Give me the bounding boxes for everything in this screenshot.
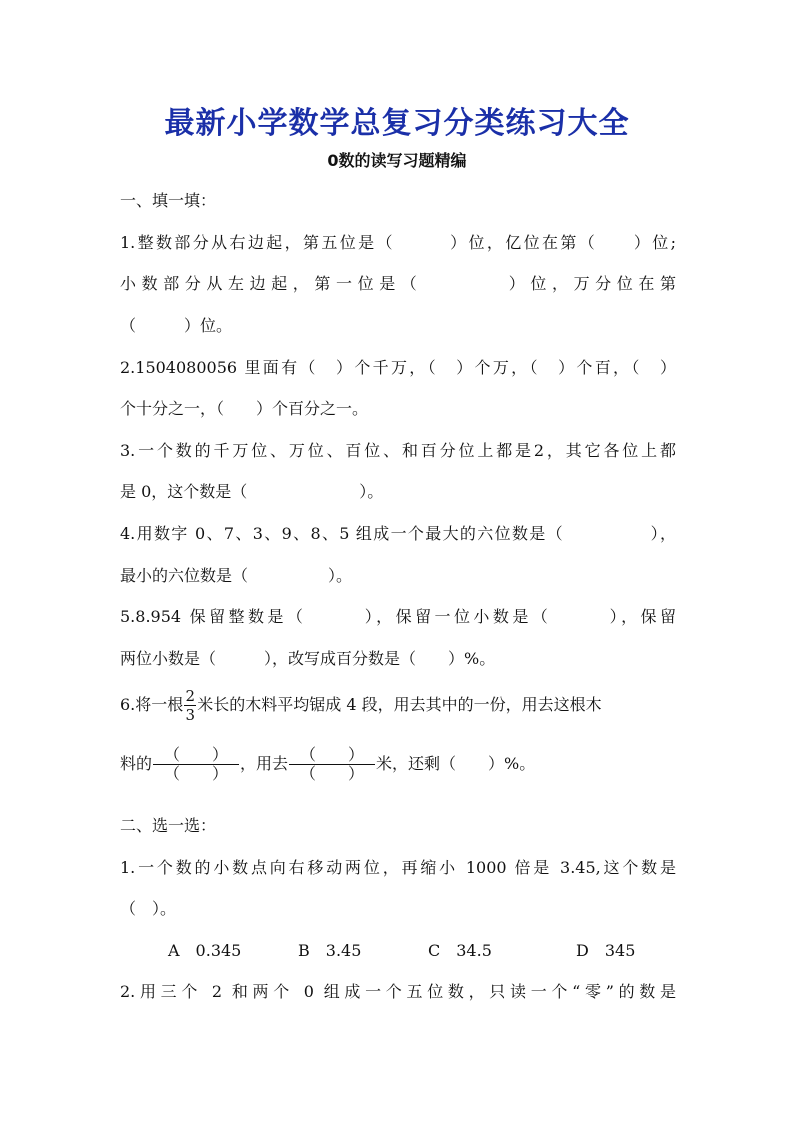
answer-fraction-blank-1[interactable] — [153, 747, 239, 782]
choice-question-1-line-1: 1.一个数的小数点向右移动两位，再缩小 1000 倍是 3.45,这个数是 — [120, 858, 676, 877]
blank-denominator: （ ） — [300, 764, 365, 783]
question-2-line-2: 个十分之一，（ ）个百分之一。 — [120, 399, 369, 418]
question-1-line-2: 小数部分从左边起，第一位是（ ）位，万分位在第 — [120, 274, 676, 293]
question-6-line-2 — [120, 747, 676, 782]
question-5-line-1: 5.8.954 保留整数是（ ），保留一位小数是（ ），保留 — [120, 607, 676, 626]
blank-denominator: （ ） — [164, 764, 229, 783]
question-6-text-c: 料的 — [120, 754, 153, 773]
fraction-denominator: 3 — [185, 706, 196, 724]
question-5-line-2: 两位小数是（ ），改写成百分数是（ ）%。 — [120, 649, 496, 668]
blank-numerator: （ ） — [300, 745, 365, 764]
blank-numerator: （ ） — [164, 745, 229, 764]
question-2-line-1: 2.1504080056 里面有（ ）个千万，（ ）个万，（ ）个百，（ ） — [120, 358, 676, 377]
fraction-numerator: 2 — [185, 687, 196, 705]
section-heading-choose: 二、选一选： — [120, 816, 217, 835]
section-heading-fill: 一、填一填： — [120, 191, 217, 210]
fraction-two-thirds — [184, 688, 196, 723]
question-6-line-1 — [120, 688, 676, 723]
answer-fraction-blank-2[interactable] — [289, 747, 375, 782]
option-d[interactable]: D 345 — [576, 941, 636, 960]
question-6-text-a: 6.将一根 — [120, 695, 184, 714]
question-3-line-2: 是 0，这个数是（ ）。 — [120, 482, 384, 501]
question-6-text-e: 米，还剩（ ）%。 — [376, 754, 536, 773]
question-1-line-3: （ ）位。 — [120, 316, 233, 335]
question-3-line-1: 3.一个数的千万位、万位、百位、和百分位上都是2，其它各位上都 — [120, 441, 676, 460]
choice-question-2-line-1: 2.用三个 2 和两个 0 组成一个五位数，只读一个“零”的数是 — [120, 982, 676, 1001]
option-b[interactable]: B 3.45 — [298, 941, 362, 960]
choice-question-1-line-2: （ ）。 — [120, 899, 177, 918]
question-6-text-b: 米长的木料平均锯成 4 段，用去其中的一份，用去这根木 — [197, 695, 602, 714]
question-6-text-d: ，用去 — [240, 754, 289, 773]
option-a[interactable]: A 0.345 — [168, 941, 242, 960]
question-1-line-1: 1.整数部分从右边起，第五位是（ ）位，亿位在第（ ）位; — [120, 233, 676, 252]
question-4-line-2: 最小的六位数是（ ）。 — [120, 566, 353, 585]
option-c[interactable]: C 34.5 — [428, 941, 492, 960]
page-title: 最新小学数学总复习分类练习大全 — [164, 106, 630, 141]
question-4-line-1: 4.用数字 0、7、3、9、8、5 组成一个最大的六位数是（ ）， — [120, 524, 676, 543]
page-subtitle: 0数的读写习题精编 — [327, 151, 467, 170]
